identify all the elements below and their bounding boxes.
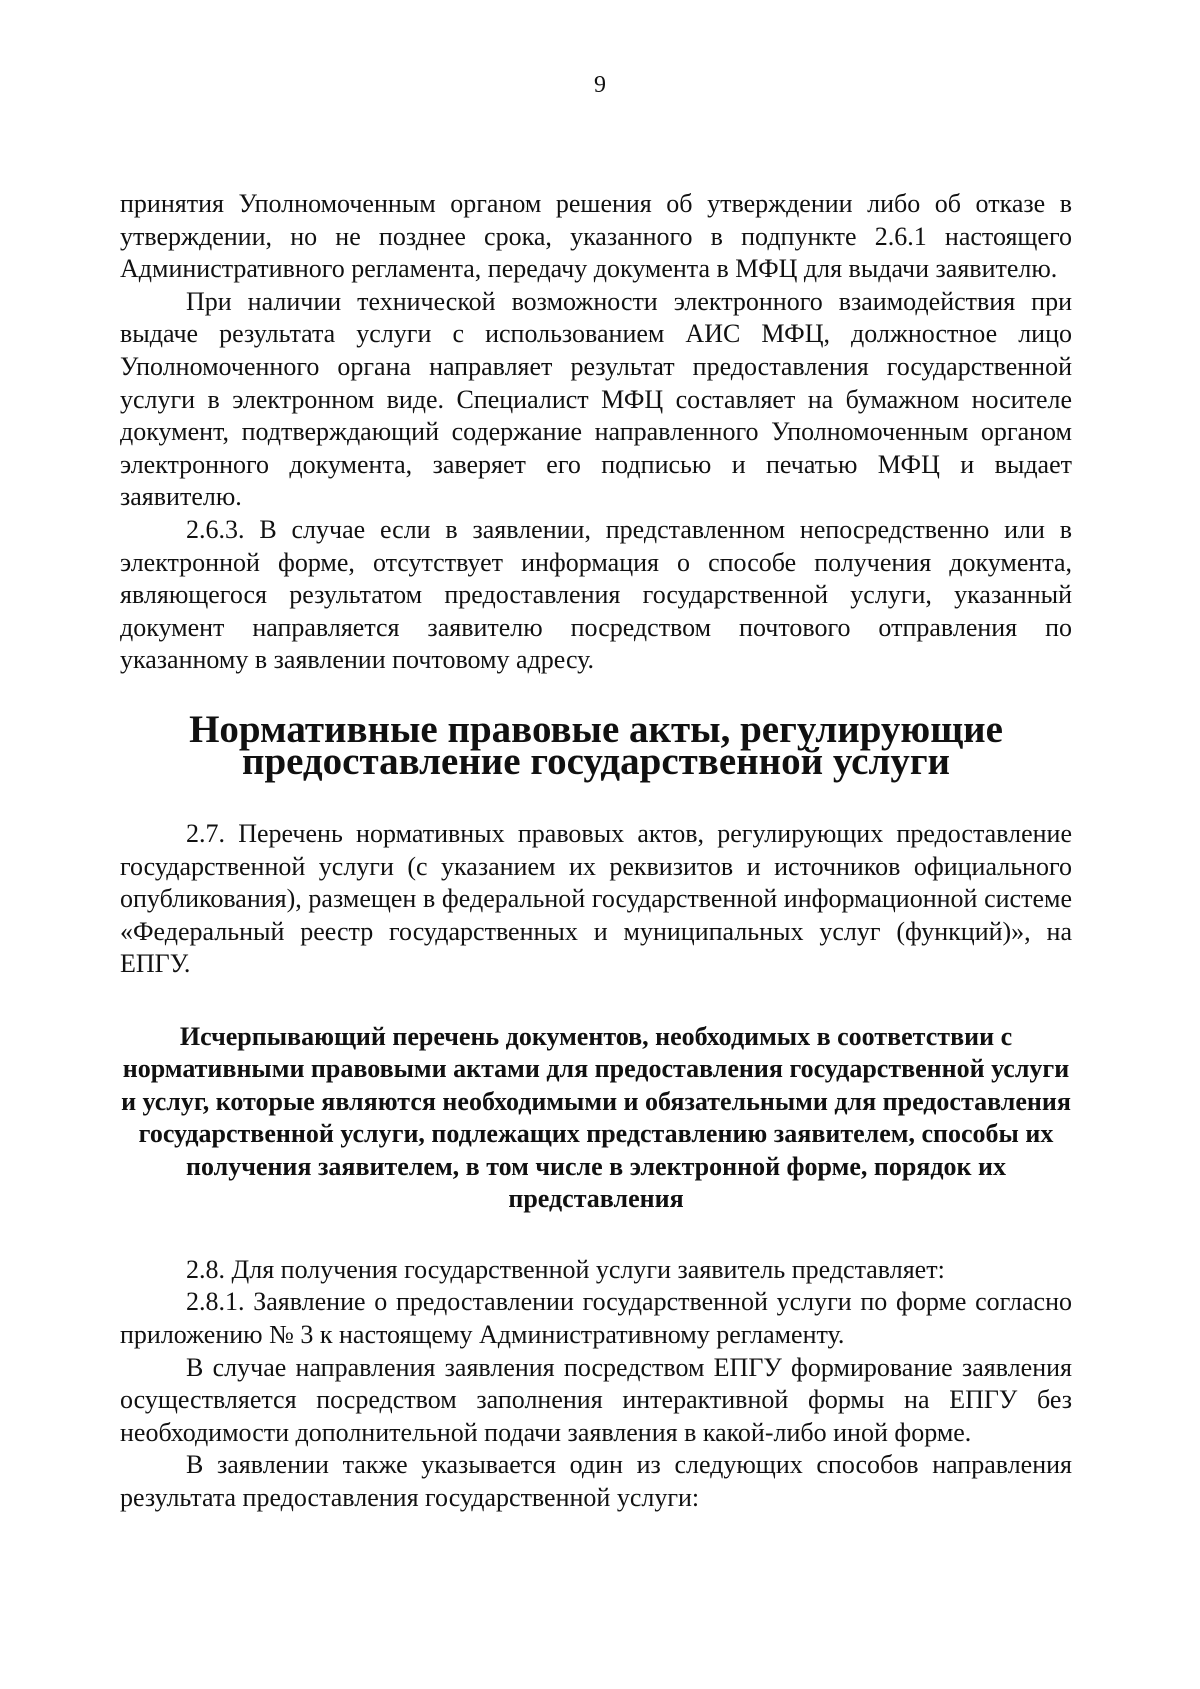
paragraph-electronic-issuance: При наличии технической возможности электронного взаимодействия при выдаче результата услуги с использованием АИС МФЦ, должностное лицо Уполномоченного органа направляет результат предоставления государственной услуги в электронном виде. Специалист МФЦ составляет на бумажном носителе документ, подтверждающий содержание направленного Уполномоченным органом электронного документа, заверяет его подписью и печатью МФЦ и выдает заявителю. bbox=[120, 286, 1072, 512]
paragraph-result-methods: В заявлении также указывается один из следующих способов направления результата предоставления государственной услуги: bbox=[120, 1450, 1072, 1513]
section-heading-documents-list: Исчерпывающий перечень документов, необходимых в соответствии с нормативными правовыми актами для предоставления государственной услуги и услуг, которые являются необходимыми и обязательными для предоставления государственной услуги, подлежащих представлению заявителем, способы их получения заявителем, в том числе в электронной форме, порядок их представления bbox=[121, 1021, 1071, 1214]
paragraph-2-8: 2.8. Для получения государственной услуги заявитель представляет: bbox=[186, 1254, 945, 1284]
paragraph-2-6-3: 2.6.3. В случае если в заявлении, представленном непосредственно или в электронной форме, отсутствует информация о способе получения документа, являющегося результатом предоставления государственной услуги, указанный документ направляется заявителю посредством почтового отправления по указанному в заявлении почтовому адресу. bbox=[120, 514, 1072, 675]
paragraph-2-7: 2.7. Перечень нормативных правовых актов, регулирующих предоставление государственной услуги (с указанием их реквизитов и источников официального опубликования), размещен в федеральной государственной информационной системе «Федеральный реестр государственных и муниципальных услуг (функций)», на ЕПГУ. bbox=[120, 818, 1072, 979]
section-heading-legal-acts: Нормативные правовые акты, регулирующие предоставление государственной услуги bbox=[189, 707, 1003, 783]
page-number: 9 bbox=[594, 72, 606, 98]
paragraph-epgu-submission: В случае направления заявления посредством ЕПГУ формирование заявления осуществляется посредством заполнения интерактивной формы на ЕПГУ без необходимости дополнительной подачи заявления в какой-либо иной форме. bbox=[120, 1352, 1072, 1447]
paragraph-continuation: принятия Уполномоченным органом решения об утверждении либо об отказе в утверждении, но не позднее срока, указанного в подпункте 2.6.1 настоящего Административного регламента, передачу документа в МФЦ для выдачи заявителю. bbox=[120, 189, 1072, 284]
paragraph-2-8-1: 2.8.1. Заявление о предоставлении государственной услуги по форме согласно приложению № 3 к настоящему Административному регламенту. bbox=[120, 1287, 1072, 1350]
document-body bbox=[120, 188, 1072, 1515]
